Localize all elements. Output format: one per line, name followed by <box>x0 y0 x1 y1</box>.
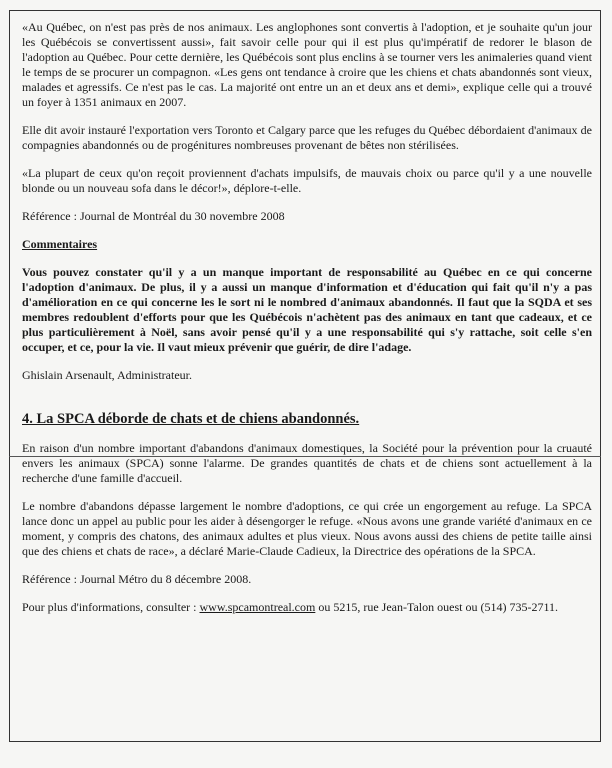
signature: Ghislain Arsenault, Administrateur. <box>22 368 192 382</box>
spca-website-link[interactable]: www.spcamontreal.com <box>199 600 316 614</box>
comments-body: Vous pouvez constater qu'il y a un manque important de responsabilité au Québec en ce qui concerne l'adoption d'animaux. De plus, il y a aussi un manque d'information et d'éducation qui fait qu'il n'y a pas d'amélioration en ce qui concerne les le sort ni le nombred d'animaux abandonnés. Il faut que la SQDA et ses membres redoublent d'efforts pour que les Québécois n'achètent pas des animaux en tant que cadeaux, et ce plus particulièrement à Noël, sans avoir pensé qu'il y a une responsabilité qui s'y rattache, soit celle s'en occuper, et ce, pour la vie. Il vaut mieux prévenir que guérir, de dire l'adage. <box>22 265 592 354</box>
paragraph-spca-appeal: Le nombre d'abandons dépasse largement le nombre d'adoptions, ce qui crée un engorgement au refuge. La SPCA lance donc un appel au public pour les aider à désengorger le refuge. «Nous avons une grande variété d'animaux en ce moment, y compris des chatons, des animaux adultes et plus vieux. Nous avons aussi des chiens de petite taille ainsi que des chiens et chats de race», a déclaré Marie-Claude Cadieux, la Directrice des opérations de la SPCA. <box>22 499 592 558</box>
section-4-title: 4. La SPCA déborde de chats et de chiens abandonnés. <box>22 411 360 427</box>
paragraph-adoption-quote: «Au Québec, on n'est pas près de nos animaux. Les anglophones sont convertis à l'adoption, et je souhaite qu'un jour les Québécois se convertissent aussi», fait savoir celle pour qui il est plus qu'impératif de redorer le blason de l'adoption au Québec. Pour cette dernière, les Québécois sont plus enclins à se tourner vers les animaleries quand vient le temps de se procurer un compagnon. «Les gens ont tendance à croire que les chiens et chats abandonnés sont vieux, malades et agressifs. Ce n'est pas le cas. La majorité ont entre un an et deux ans et demi», explique celle qui a trouvé un foyer à 1351 animaux en 2007. <box>22 20 592 109</box>
paragraph-spca-alarm: En raison d'un nombre important d'abandons d'animaux domestiques, la Société pour la prévention pour la cruauté envers les animaux (SPCA) sonne l'alarme. De grandes quantités de chats et de chiens sont actuellement à la recherche d'une famille d'accueil. <box>22 441 592 485</box>
info-prefix: Pour plus d'informations, consulter : <box>22 600 200 614</box>
reference-journal-montreal: Référence : Journal de Montréal du 30 novembre 2008 <box>22 209 285 223</box>
paragraph-impulse-quote: «La plupart de ceux qu'on reçoit proviennent d'achats impulsifs, de mauvais choix ou parce qu'il y a une nouvelle blonde ou un nouveau sofa dans le décor!», déplore-t-elle. <box>22 166 592 195</box>
info-suffix: ou 5215, rue Jean-Talon ouest ou (514) 735-2711. <box>315 600 559 614</box>
info-line <box>22 600 592 615</box>
reference-journal-metro: Référence : Journal Métro du 8 décembre 2008. <box>22 572 252 586</box>
document-body <box>22 20 592 615</box>
comments-heading: Commentaires <box>22 237 98 251</box>
paragraph-export: Elle dit avoir instauré l'exportation vers Toronto et Calgary parce que les refuges du Québec débordaient d'animaux de compagnies abandonnés ou de progénitures nombreuses provenant de bêtes non stérilisées. <box>22 123 592 152</box>
